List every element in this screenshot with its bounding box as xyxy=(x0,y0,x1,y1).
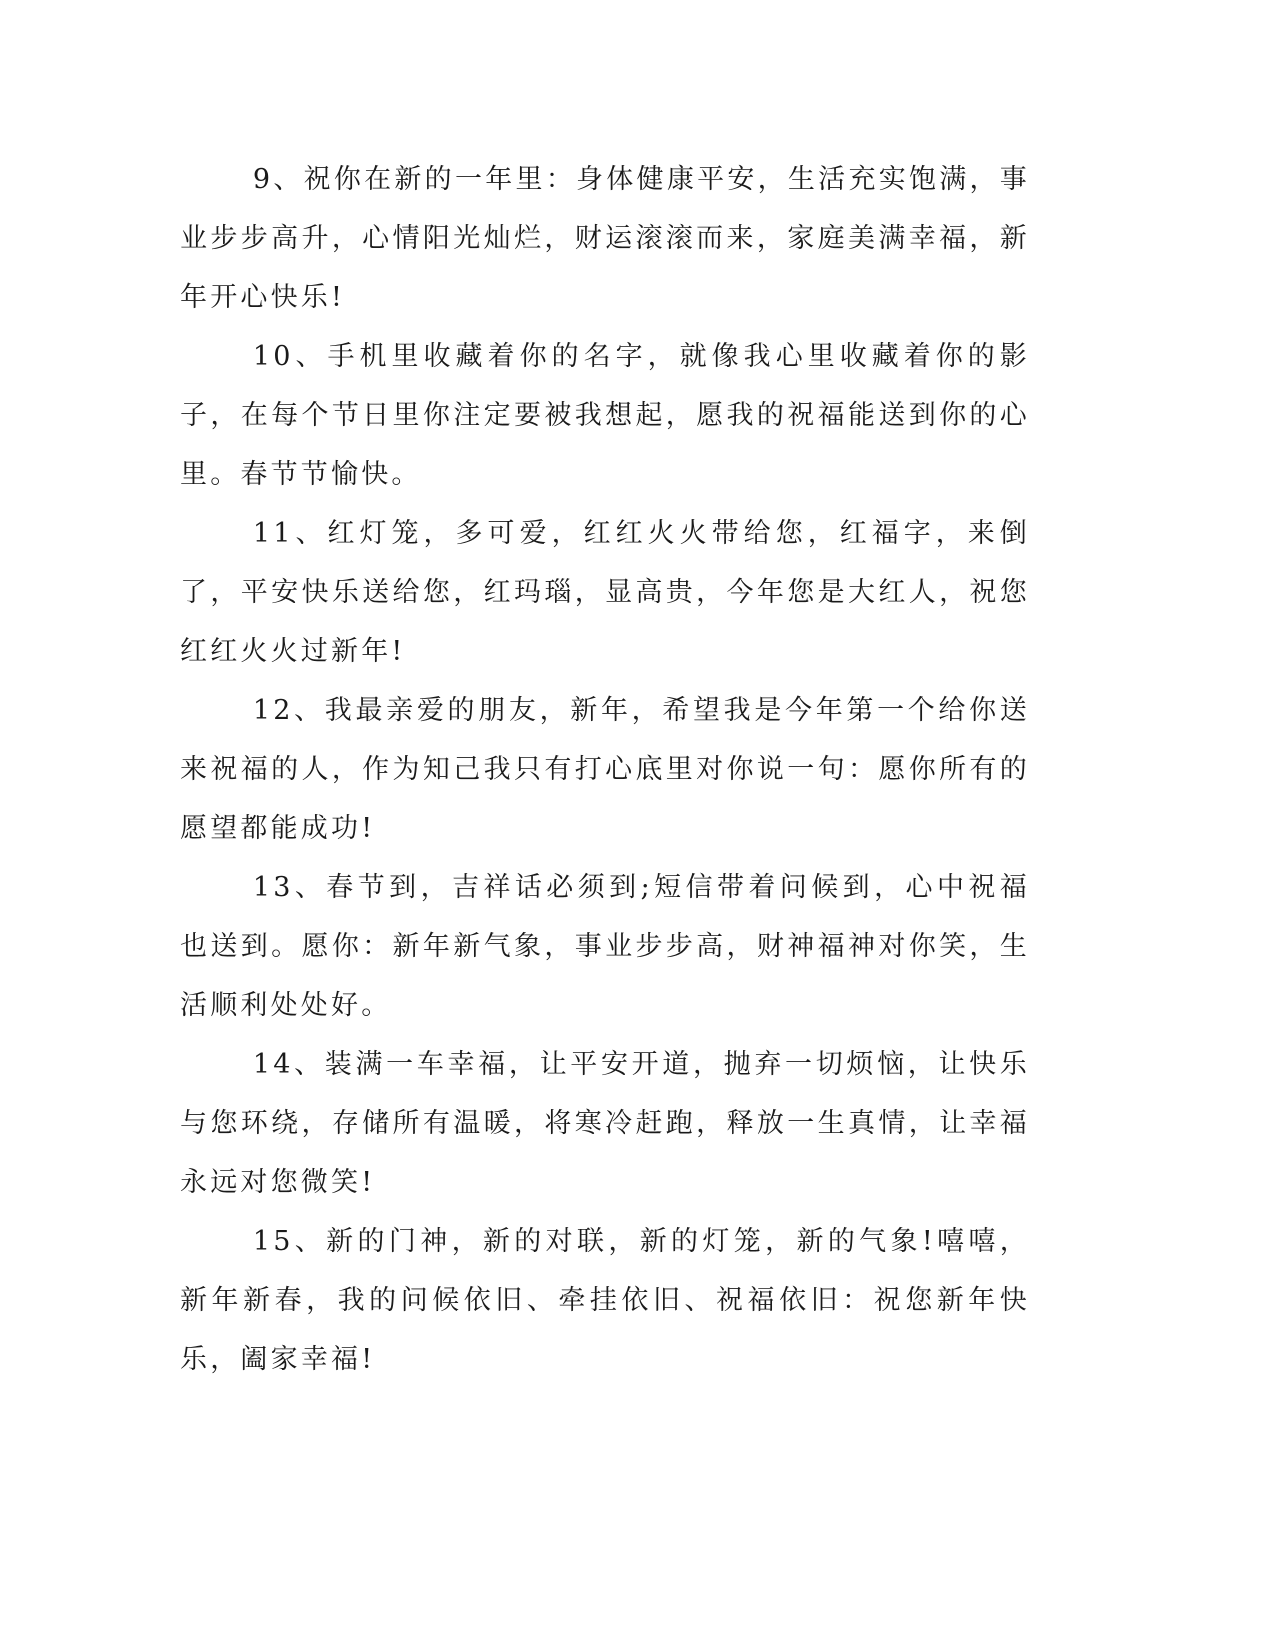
greeting-paragraph-13: 13、春节到，吉祥话必须到;短信带着问候到，心中祝福也送到。愿你：新年新气象，事业步步高，财神福神对你笑，生活顺利处处好。 xyxy=(180,872,1030,1021)
greeting-paragraph-10: 10、手机里收藏着你的名字，就像我心里收藏着你的影子，在每个节日里你注定要被我想起，愿我的祝福能送到你的心里。春节节愉快。 xyxy=(180,341,1030,490)
greeting-paragraph-15: 15、新的门神，新的对联，新的灯笼，新的气象!嘻嘻，新年新春，我的问候依旧、牵挂依旧、祝福依旧：祝您新年快乐，阖家幸福! xyxy=(180,1226,1030,1375)
greeting-paragraph-14: 14、装满一车幸福，让平安开道，抛弃一切烦恼，让快乐与您环绕，存储所有温暖，将寒冷赶跑，释放一生真情，让幸福永远对您微笑! xyxy=(180,1049,1030,1198)
greeting-paragraph-11: 11、红灯笼，多可爱，红红火火带给您，红福字，来倒了，平安快乐送给您，红玛瑙，显高贵，今年您是大红人，祝您红红火火过新年! xyxy=(180,518,1030,667)
greeting-paragraph-9: 9、祝你在新的一年里：身体健康平安，生活充实饱满，事业步步高升，心情阳光灿烂，财运滚滚而来，家庭美满幸福，新年开心快乐! xyxy=(180,164,1030,313)
document-page xyxy=(180,150,1030,1389)
greeting-paragraph-12: 12、我最亲爱的朋友，新年，希望我是今年第一个给你送来祝福的人，作为知己我只有打心底里对你说一句：愿你所有的愿望都能成功! xyxy=(180,695,1030,844)
